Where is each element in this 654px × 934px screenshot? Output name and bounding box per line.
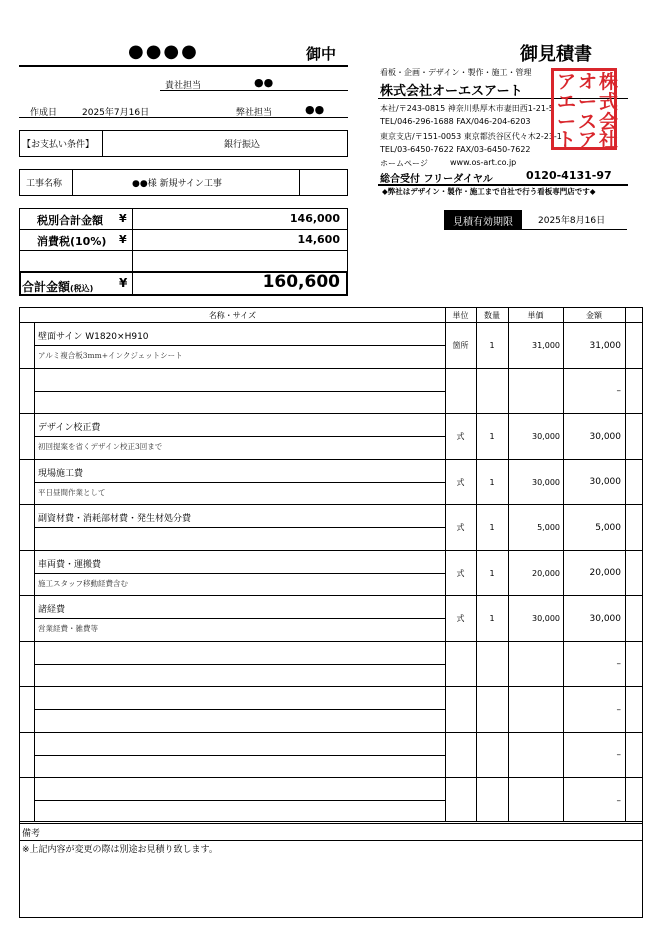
item-unit: 箇所 xyxy=(452,341,469,351)
header-price: 単価 xyxy=(527,310,544,320)
item-price: 30,000 xyxy=(532,477,560,487)
total-yen: ¥ xyxy=(119,276,128,290)
item-price: 31,000 xyxy=(532,341,560,351)
our-rep-label: 弊社担当 xyxy=(236,108,273,118)
tax-label: 消費税(10%) xyxy=(37,235,107,248)
seal-char: 株 xyxy=(599,71,619,93)
item-amount: 31,000 xyxy=(589,340,621,351)
seal-char: ト xyxy=(557,129,577,151)
item-qty: 1 xyxy=(489,523,495,533)
header-unit: 単位 xyxy=(452,310,469,320)
total-value: 160,600 xyxy=(262,272,340,292)
item-unit xyxy=(445,642,476,688)
payment-value: 銀行振込 xyxy=(224,140,261,150)
item-unit: 式 xyxy=(456,614,465,624)
date-label: 作成日 xyxy=(30,108,58,118)
item-desc: 施工スタッフ移動経費含む xyxy=(38,578,128,588)
company-hq-tel: TEL/046-296-1688 FAX/046-204-6203 xyxy=(380,117,531,126)
header-amount: 金額 xyxy=(586,310,602,320)
item-desc: 営業経費・雑費等 xyxy=(38,624,98,633)
items-table xyxy=(19,307,643,822)
item-price: 30,000 xyxy=(532,432,560,442)
project-label: 工事名称 xyxy=(26,179,63,189)
table-row xyxy=(20,642,642,688)
table-row xyxy=(20,414,642,460)
payment-box xyxy=(19,130,348,157)
item-desc: 初回提案を省くデザイン校正3回まで xyxy=(38,442,163,451)
payment-label: 【お支払い条件】 xyxy=(22,140,95,150)
seal-char: 社 xyxy=(599,129,619,151)
company-web-label: ホームページ xyxy=(380,159,428,168)
summary-box xyxy=(19,208,348,296)
item-price xyxy=(508,369,560,415)
item-unit xyxy=(445,733,476,779)
item-unit: 式 xyxy=(456,477,465,487)
item-price xyxy=(508,687,560,733)
item-amount: 30,000 xyxy=(589,477,621,488)
item-qty xyxy=(476,778,508,824)
company-name: 株式会社オーエスアート xyxy=(380,84,523,99)
seal-char: ー xyxy=(557,111,577,133)
item-qty: 1 xyxy=(489,568,495,578)
your-rep-value: ●● xyxy=(254,76,274,89)
client-underline xyxy=(19,65,348,67)
table-row xyxy=(20,551,642,597)
project-box xyxy=(19,169,348,196)
seal-char: 会 xyxy=(599,111,619,133)
company-web: www.os-art.co.jp xyxy=(450,158,517,167)
item-amount: 20,000 xyxy=(589,568,621,579)
item-name: 副資材費・消耗部材費・発生材処分費 xyxy=(38,514,192,524)
remarks-text: ※上記内容が変更の際は別途お見積り致します。 xyxy=(22,845,218,855)
item-unit xyxy=(445,369,476,415)
date-value: 2025年7月16日 xyxy=(82,108,150,118)
seal-char: ア xyxy=(557,71,577,93)
table-row xyxy=(20,596,642,642)
seal-char: オ xyxy=(578,71,598,93)
company-reception-tel: 0120-4131-97 xyxy=(526,169,612,182)
table-row xyxy=(20,687,642,733)
company-hq: 本社/〒243-0815 神奈川県厚木市妻田西1-21-5 xyxy=(380,104,554,113)
validity-box xyxy=(522,210,627,230)
item-amount: – xyxy=(616,750,621,761)
table-row xyxy=(20,778,642,824)
company-note: ◆弊社はデザイン・製作・施工まで自社で行う看板専門店です◆ xyxy=(382,187,596,196)
item-qty xyxy=(476,642,508,688)
item-unit: 式 xyxy=(456,523,465,533)
item-price: 30,000 xyxy=(532,614,560,624)
item-price xyxy=(508,778,560,824)
item-unit: 式 xyxy=(456,568,465,578)
table-row xyxy=(20,505,642,551)
table-header-row xyxy=(20,308,642,323)
client-suffix: 御中 xyxy=(306,45,337,63)
item-amount: 30,000 xyxy=(589,613,621,624)
item-qty: 1 xyxy=(489,477,495,487)
your-rep-underline xyxy=(160,90,348,91)
tax-value: 14,600 xyxy=(297,233,340,246)
subtotal-yen: ¥ xyxy=(119,212,127,225)
item-name: 現場施工費 xyxy=(38,468,84,479)
item-price: 5,000 xyxy=(537,523,560,533)
project-value: ●●様 新規サイン工事 xyxy=(132,179,222,189)
item-qty: 1 xyxy=(489,432,495,442)
subtotal-label: 税別合計金額 xyxy=(37,214,103,227)
header-qty: 数量 xyxy=(484,310,500,320)
item-qty xyxy=(476,369,508,415)
seal-char: 式 xyxy=(599,91,619,113)
table-row xyxy=(20,733,642,779)
item-amount: – xyxy=(616,795,621,806)
item-price: 20,000 xyxy=(532,568,560,578)
item-qty xyxy=(476,733,508,779)
company-tagline: 看板・企画・デザイン・製作・施工・管理 xyxy=(380,68,532,77)
item-desc: 平日昼間作業として xyxy=(38,487,106,497)
seal-char: ー xyxy=(578,91,598,113)
validity-value: 2025年8月16日 xyxy=(538,216,606,226)
client-name: ●●●● xyxy=(128,41,199,62)
tax-yen: ¥ xyxy=(119,233,127,246)
header-name: 名称・サイズ xyxy=(208,310,257,320)
seal-char: ス xyxy=(578,111,598,133)
item-unit xyxy=(445,778,476,824)
item-amount: – xyxy=(616,659,621,670)
item-qty: 1 xyxy=(489,341,495,351)
item-unit xyxy=(445,687,476,733)
subtotal-value: 146,000 xyxy=(289,212,340,225)
our-rep-value: ●● xyxy=(305,103,325,116)
company-seal xyxy=(551,68,617,150)
item-qty xyxy=(476,687,508,733)
item-price xyxy=(508,733,560,779)
seal-char: ア xyxy=(578,129,598,151)
total-label: 合計金額 xyxy=(22,280,71,294)
date-underline xyxy=(19,117,348,118)
item-amount: – xyxy=(616,386,621,397)
item-price xyxy=(508,642,560,688)
validity-label: 見積有効期限 xyxy=(444,210,522,230)
remarks-box xyxy=(19,821,643,918)
item-unit: 式 xyxy=(456,432,465,442)
item-name: 壁面サイン W1820×H910 xyxy=(38,332,149,342)
doc-title: 御見積書 xyxy=(520,44,592,65)
item-name: 車両費・運搬費 xyxy=(38,559,102,570)
table-row xyxy=(20,460,642,506)
your-rep-label: 貴社担当 xyxy=(165,81,202,91)
company-block xyxy=(378,66,628,186)
item-amount: 5,000 xyxy=(595,522,621,533)
item-name: デザイン校正費 xyxy=(38,423,101,433)
seal-char: エ xyxy=(557,91,577,113)
item-name: 諸経費 xyxy=(38,605,66,615)
item-amount: – xyxy=(616,704,621,715)
item-desc: アルミ複合板3mm+インクジェットシート xyxy=(38,351,183,360)
remarks-label: 備考 xyxy=(22,829,41,839)
company-branch-tel: TEL/03-6450-7622 FAX/03-6450-7622 xyxy=(380,145,531,154)
company-reception-label: 総合受付 フリーダイヤル xyxy=(380,174,493,185)
table-row xyxy=(20,369,642,415)
item-qty: 1 xyxy=(489,614,495,624)
company-branch: 東京支店/〒151-0053 東京都渋谷区代々木2-23-1 xyxy=(380,132,562,141)
item-amount: 30,000 xyxy=(589,431,621,442)
total-sub: (税込) xyxy=(70,284,94,293)
table-row xyxy=(20,323,642,369)
